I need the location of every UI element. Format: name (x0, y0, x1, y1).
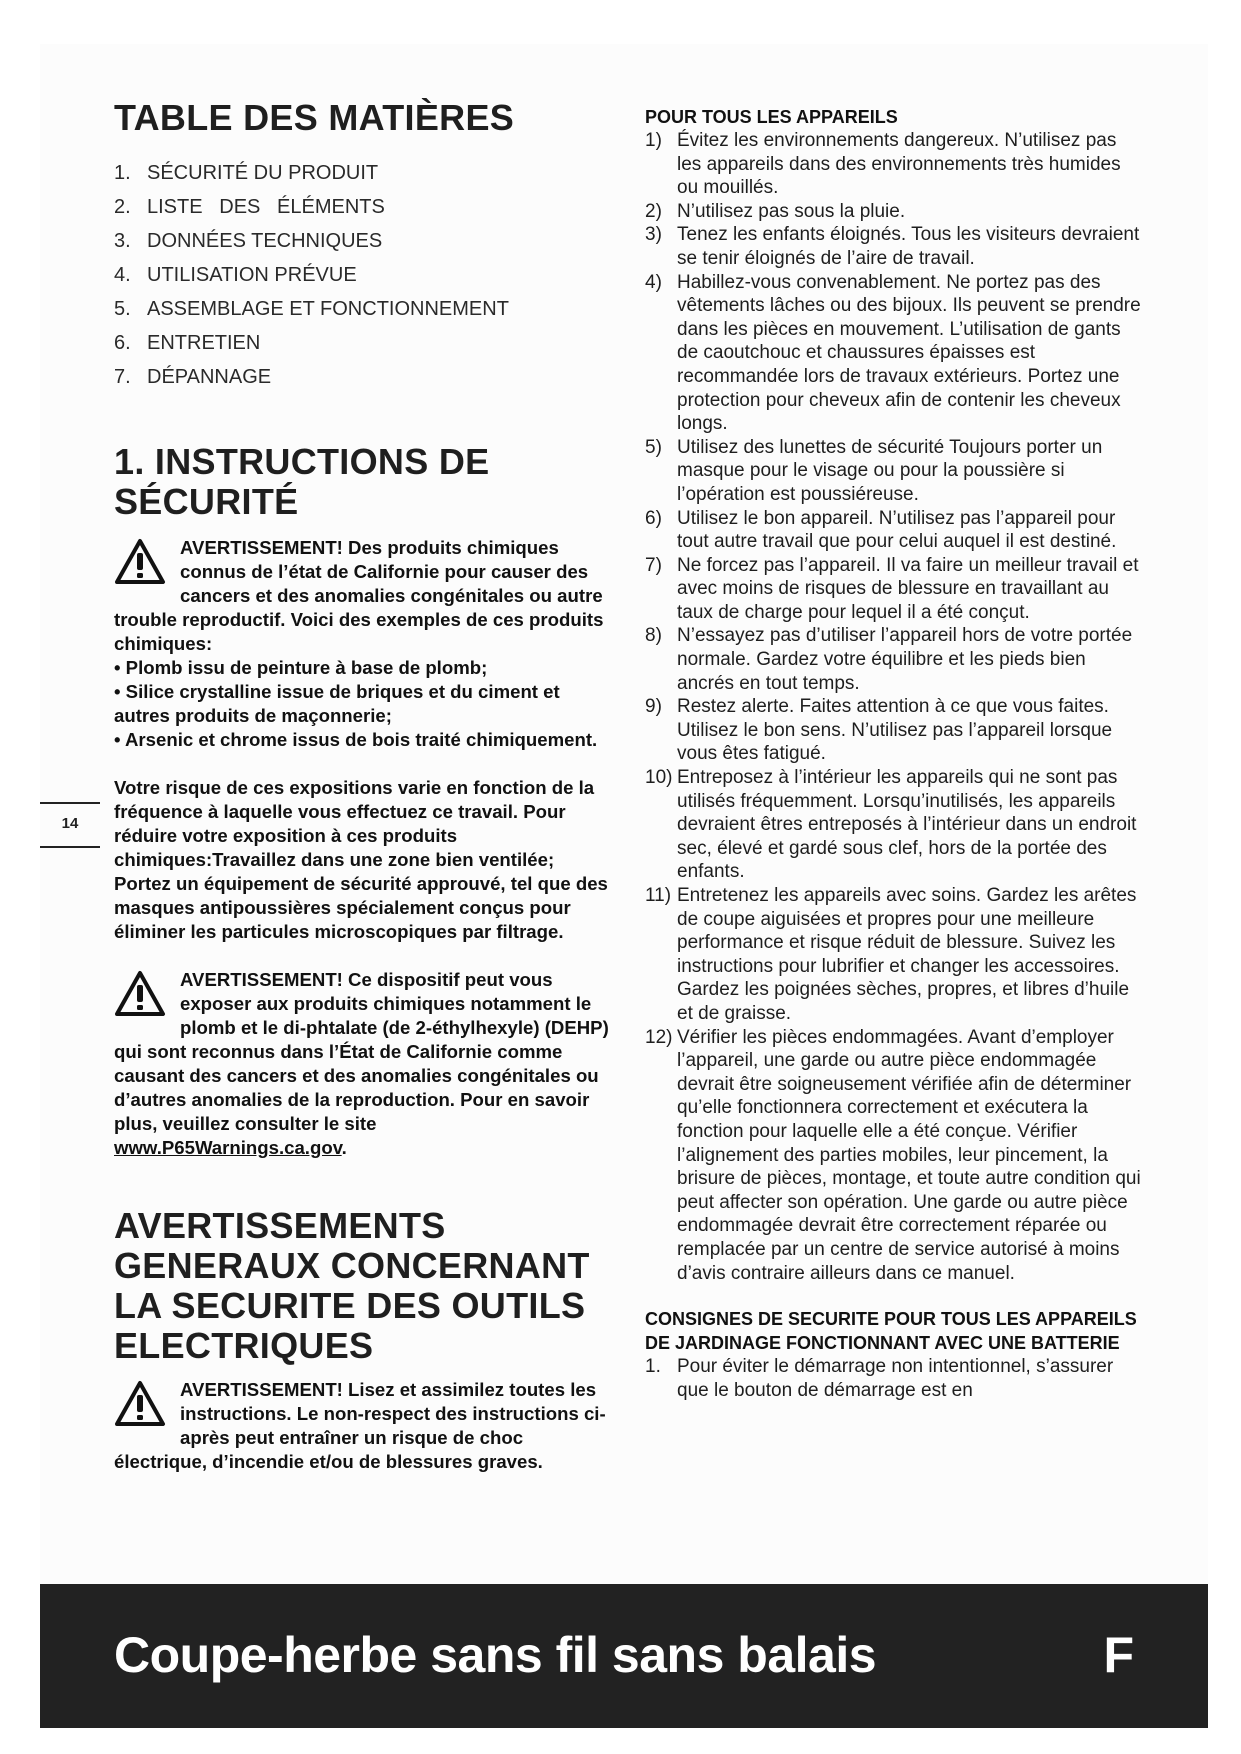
list-item: 10) Entreposez à l’intérieur les appareils qui ne sont pas utilisés fréquemment. Lorsqu’inutilisés, les appareils devraient êtres entreposés à l’intérieur dans un endroit sec, élevé et gardé sous clef, hors de la portée des enfants. (645, 767, 1137, 883)
list-item: 7) Ne forcez pas l’appareil. Il va faire un meilleur travail et avec moins de risques de blessure en travaillant au taux de charge pour lequel il a été conçut. (645, 554, 1139, 623)
page-number: 14 (61, 815, 79, 832)
warning-2-text: AVERTISSEMENT! Ce dispositif peut vous exposer aux produits chimiques notamment le plomb et le di-phtalate (de 2-éthylhexyle) (DEHP) qui sont reconnus dans l’État de Californie comme causant des cancers et des anomalies congénitales ou d’autres anomalies de la reproduction. Pour en savoir plus, veuillez consulter le site www.P65Warnings.ca.gov. (114, 969, 609, 1158)
battery-garden-heading: CONSIGNES DE SECURITE POUR TOUS LES APPAREILS DE JARDINAGE FONCTIONNANT AVEC UNE BATTERIE (645, 1309, 1137, 1354)
product-title: Coupe-herbe sans fil sans balais (114, 1627, 877, 1683)
warning-1-bullet: • Arsenic et chrome issus de bois traité chimiquement. (114, 729, 598, 750)
toc-item[interactable]: 5. ASSEMBLAGE ET FONCTIONNEMENT (114, 298, 509, 320)
warning-3-text: AVERTISSEMENT! Lisez et assimilez toutes les instructions. Le non-respect des instructions ci-après peut entraîner un risque de choc électrique, d’incendie et/ou de blessures graves. (114, 1379, 606, 1472)
warning-block-3 (114, 1378, 614, 1474)
list-item: 9) Restez alerte. Faites attention à ce que vous faites. Utilisez le bon sens. N’utilisez pas l’appareil lorsque vous êtes fatigué. (645, 696, 1113, 765)
toc-item[interactable]: 4. UTILISATION PRÉVUE (114, 264, 357, 286)
safety-rules-list (645, 129, 1145, 1285)
warning-1-bullet: • Plomb issu de peinture à base de plomb; (114, 657, 488, 678)
language-code: F (1103, 1627, 1134, 1683)
list-item: 1) Évitez les environnements dangereux. N’utilisez pas les appareils dans des environnements très humides ou mouillés. (645, 130, 1121, 199)
toc-item[interactable]: 1. SÉCURITÉ DU PRODUIT (114, 162, 379, 184)
warning-1-text: AVERTISSEMENT! Des produits chimiques connus de l’état de Californie pour causer des cancers et des anomalies congénitales ou autre trouble reproductif. Voici des exemples de ces produits chimiques: (114, 537, 604, 654)
list-item: 3) Tenez les enfants éloignés. Tous les visiteurs devraient se tenir éloignés de l’aire de travail. (645, 224, 1140, 269)
all-appliances-heading: POUR TOUS LES APPAREILS (645, 107, 898, 127)
warning-block-1 (114, 536, 614, 752)
warning-1-bullet: • Silice crystalline issue de briques et du ciment et autres produits de maçonnerie; (114, 681, 560, 726)
page-number-marker (40, 802, 100, 848)
exposure-paragraph: Votre risque de ces expositions varie en fonction de la fréquence à laquelle vous effectuez ce travail. Pour réduire votre exposition à ces produits chimiques:Travaillez dans une zone bien ventilée; Portez un équipement de sécurité approuvé, tel que des masques antipoussières spécialement conçus pour éliminer les particules microscopiques par filtrage. (114, 777, 608, 942)
p65-warnings-link[interactable]: www.P65Warnings.ca.gov (114, 1137, 342, 1158)
divider (40, 802, 100, 804)
toc-item[interactable]: 7. DÉPANNAGE (114, 366, 272, 388)
right-column (645, 105, 1145, 1402)
left-column (114, 98, 614, 1474)
list-item: 11) Entretenez les appareils avec soins. Gardez les arêtes de coupe aiguisées et propres pour une meilleure performance et risque réduit de blessure. Suivez les instructions pour lubrifier et changer les accessoires. Gardez les poignées sèches, propres, et libres d’huile et de graisse. (645, 885, 1137, 1024)
warning-block-2 (114, 968, 614, 1160)
warning-triangle-icon (114, 538, 166, 586)
toc-title: TABLE DES MATIÈRES (114, 97, 515, 138)
battery-rules-list (645, 1355, 1145, 1402)
toc-item[interactable]: 3. DONNÉES TECHNIQUES (114, 230, 383, 252)
list-item: 6) Utilisez le bon appareil. N’utilisez pas l’appareil pour tout autre travail que pour celui auquel il est destiné. (645, 507, 1117, 553)
footer-banner (40, 1584, 1208, 1728)
toc-item[interactable]: 2. LISTE DES ÉLÉMENTS (114, 196, 385, 218)
list-item: 2) N’utilisez pas sous la pluie. (645, 200, 906, 222)
list-item: 5) Utilisez des lunettes de sécurité Toujours porter un masque pour le visage ou pour la poussière si l’opération est poussiéreuse. (645, 436, 1103, 505)
list-item: 12) Vérifier les pièces endommagées. Avant d’employer l’appareil, une garde ou autre pièce endommagée devrait être soigneusement vérifiée afin de déterminer qu’elle fonctionnera correctement et exécutera la fonction pour laquelle elle a été conçue. Vérifier l’alignement des parties mobiles, leur pincement, la brisure de pièces, montage, et toute autre condition qui peut affecter son opération. Une garde ou autre pièce endommagée devrait être correctement réparée ou remplacée par un centre de service autorisé à moins d’avis contraire ailleurs dans ce manuel. (645, 1026, 1141, 1284)
warning-triangle-icon (114, 970, 166, 1018)
section1-title: 1. INSTRUCTIONS DE SÉCURITÉ (114, 441, 490, 522)
warning-triangle-icon (114, 1380, 166, 1428)
toc-list (114, 156, 614, 394)
divider (40, 846, 100, 848)
list-item: 1. Pour éviter le démarrage non intentionnel, s’assurer que le bouton de démarrage est en (645, 1356, 1114, 1401)
list-item: 8) N’essayez pas d’utiliser l’appareil hors de votre portée normale. Gardez votre équilibre et les pieds bien ancrés en tout temps. (645, 625, 1133, 694)
general-warnings-title: AVERTISSEMENTS GENERAUX CONCERNANT LA SECURITE DES OUTILS ELECTRIQUES (114, 1205, 590, 1366)
list-item: 4) Habillez-vous convenablement. Ne portez pas des vêtements lâches ou des bijoux. Ils peuvent se prendre dans les pièces en mouvement. L’utilisation de gants de caoutchouc et chaussures épaisses est recommandée lors de travaux extérieurs. Portez une protection pour cheveux afin de contenir les cheveux longs. (645, 271, 1141, 435)
toc-item[interactable]: 6. ENTRETIEN (114, 332, 261, 354)
